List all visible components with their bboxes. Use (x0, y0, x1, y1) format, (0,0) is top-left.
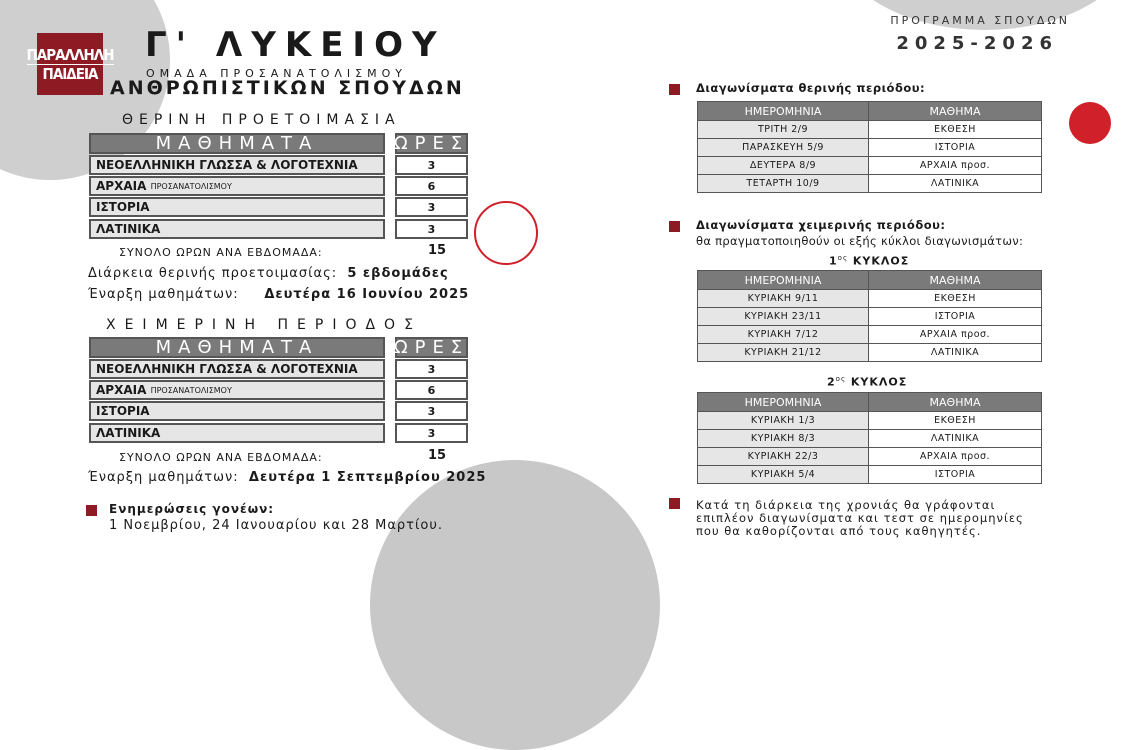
winter-row-subject: ΑΡΧΑΙΑ ΠΡΟΣΑΝΑΤΟΛΙΣΜΟΥ (89, 380, 385, 400)
col-date: ΗΜΕΡΟΜΗΝΙΑ (698, 102, 869, 121)
cycle2-table (697, 392, 1042, 484)
winter-col-subjects: ΜΑΘΗΜΑΤΑ (89, 337, 385, 358)
program-label: ΠΡΟΓΡΑΜΜΑ ΣΠΟΥΔΩΝ (890, 14, 1070, 27)
summer-row-hours: 3 (395, 197, 468, 217)
subtitle-group: ΟΜΑΔΑ ΠΡΟΣΑΝΑΤΟΛΙΣΜΟΥ (146, 67, 407, 80)
winter-total-value: 15 (428, 448, 447, 463)
table-row: ΚΥΡΙΑΚΗ 9/11 ΕΚΘΕΣΗ (698, 290, 1042, 308)
bullet-icon (669, 221, 680, 232)
logo-line1: ΠΑΡΑΛΛΗΛΗ (26, 45, 114, 64)
table-row: ΚΥΡΙΑΚΗ 21/12 ΛΑΤΙΝΙΚΑ (698, 344, 1042, 362)
table-row: ΤΕΤΑΡΤΗ 10/9 ΛΑΤΙΝΙΚΑ (698, 175, 1042, 193)
summer-row-subject: ΝΕΟΕΛΛΗΝΙΚΗ ΓΛΩΣΣΑ & ΛΟΓΟΤΕΧΝΙΑ (89, 155, 385, 175)
table-row: ΠΑΡΑΣΚΕΥΗ 5/9 ΙΣΤΟΡΙΑ (698, 139, 1042, 157)
winter-row-hours: 3 (395, 423, 468, 443)
winter-total-label: ΣΥΝΟΛΟ ΩΡΩΝ ΑΝΑ ΕΒΔΟΜΑΔΑ: (119, 451, 323, 464)
summer-row-hours: 6 (395, 176, 468, 196)
summer-start: Έναρξη μαθημάτων: Δευτέρα 16 Ιουνίου 2025 (88, 287, 470, 302)
summer-col-hours: ΩΡΕΣ (393, 133, 470, 154)
winter-exams-subheading: θα πραγματοποιηθούν οι εξής κύκλοι διαγωνισμάτων: (696, 234, 1024, 248)
col-subject: ΜΑΘΗΜΑ (869, 271, 1042, 290)
summer-row-hours: 3 (395, 219, 468, 239)
summer-total-label: ΣΥΝΟΛΟ ΩΡΩΝ ΑΝΑ ΕΒΔΟΜΑΔΑ: (119, 246, 323, 259)
summer-row-subject: ΑΡΧΑΙΑ ΠΡΟΣΑΝΑΤΟΛΙΣΜΟΥ (89, 176, 385, 196)
parents-heading: Ενημερώσεις γονέων: (109, 502, 275, 516)
table-row: ΔΕΥΤΕΡΑ 8/9 ΑΡΧΑΙΑ προσ. (698, 157, 1042, 175)
winter-row-hours: 3 (395, 359, 468, 379)
winter-col-hours: ΩΡΕΣ (393, 337, 470, 358)
logo (26, 33, 114, 95)
cycle1-table (697, 270, 1042, 362)
cycle1-label: $1^{o\varsigma}$ ΚΥΚΛΟΣ (829, 254, 910, 268)
winter-start: Έναρξη μαθημάτων: Δευτέρα 1 Σεπτεμβρίου 2025 (88, 470, 487, 485)
table-row: ΚΥΡΙΑΚΗ 8/3 ΛΑΤΙΝΙΚΑ (698, 430, 1042, 448)
summer-duration: Διάρκεια θερινής προετοιμασίας: 5 εβδομάδες (88, 266, 449, 281)
footer-note-line3: που θα καθορίζονται από τους καθηγητές. (696, 524, 982, 538)
summer-row-subject: ΙΣΤΟΡΙΑ (89, 197, 385, 217)
table-row: ΚΥΡΙΑΚΗ 22/3 ΑΡΧΑΙΑ προσ. (698, 448, 1042, 466)
logo-line2: ΠΑΙΔΕΙΑ (42, 64, 98, 83)
footer-note-line2: επιπλέον διαγωνίσματα και τεστ σε ημερομηνίες (696, 511, 1024, 525)
summer-row-hours: 3 (395, 155, 468, 175)
table-row: ΤΡΙΤΗ 2/9 ΕΚΘΕΣΗ (698, 121, 1042, 139)
subtitle-track: ΑΝΘΡΩΠΙΣΤΙΚΩΝ ΣΠΟΥΔΩΝ (110, 77, 465, 99)
col-subject: ΜΑΘΗΜΑ (869, 393, 1042, 412)
table-row: ΚΥΡΙΑΚΗ 1/3 ΕΚΘΕΣΗ (698, 412, 1042, 430)
program-years: 2025-2026 (896, 33, 1058, 54)
decor-circle-red (1069, 102, 1111, 144)
winter-row-subject: ΝΕΟΕΛΛΗΝΙΚΗ ΓΛΩΣΣΑ & ΛΟΓΟΤΕΧΝΙΑ (89, 359, 385, 379)
bullet-icon (86, 505, 97, 516)
bullet-icon (669, 84, 680, 95)
winter-row-hours: 3 (395, 401, 468, 421)
col-subject: ΜΑΘΗΜΑ (869, 102, 1042, 121)
winter-exams-heading: Διαγωνίσματα χειμερινής περιόδου: (696, 218, 946, 232)
table-row: ΚΥΡΙΑΚΗ 5/4 ΙΣΤΟΡΙΑ (698, 466, 1042, 484)
summer-title: ΘΕΡΙΝΗ ΠΡΟΕΤΟΙΜΑΣΙΑ (122, 112, 401, 128)
summer-col-subjects: ΜΑΘΗΜΑΤΑ (89, 133, 385, 154)
cycle2-label: $2^{o\varsigma}$ ΚΥΚΛΟΣ (827, 375, 908, 389)
winter-row-subject: ΙΣΤΟΡΙΑ (89, 401, 385, 421)
col-date: ΗΜΕΡΟΜΗΝΙΑ (698, 393, 869, 412)
table-row: ΚΥΡΙΑΚΗ 23/11 ΙΣΤΟΡΙΑ (698, 308, 1042, 326)
summer-exams-table (697, 101, 1042, 193)
footer-note-line1: Κατά τη διάρκεια της χρονιάς θα γράφονται (696, 498, 996, 512)
bullet-icon (669, 498, 680, 509)
decor-circle-bottom (370, 460, 660, 750)
col-date: ΗΜΕΡΟΜΗΝΙΑ (698, 271, 869, 290)
decor-circle-outline (474, 201, 538, 265)
page-title: Γ' ΛΥΚΕΙΟΥ (145, 25, 446, 65)
summer-total-value: 15 (428, 243, 447, 258)
table-row: ΚΥΡΙΑΚΗ 7/12 ΑΡΧΑΙΑ προσ. (698, 326, 1042, 344)
parents-text: 1 Νοεμβρίου, 24 Ιανουαρίου και 28 Μαρτίου. (109, 518, 444, 533)
winter-title: ΧΕΙΜΕΡΙΝΗ ΠΕΡΙΟΔΟΣ (106, 317, 422, 333)
winter-row-subject: ΛΑΤΙΝΙΚΑ (89, 423, 385, 443)
winter-row-hours: 6 (395, 380, 468, 400)
summer-row-subject: ΛΑΤΙΝΙΚΑ (89, 219, 385, 239)
summer-exams-heading: Διαγωνίσματα θερινής περιόδου: (696, 81, 926, 95)
